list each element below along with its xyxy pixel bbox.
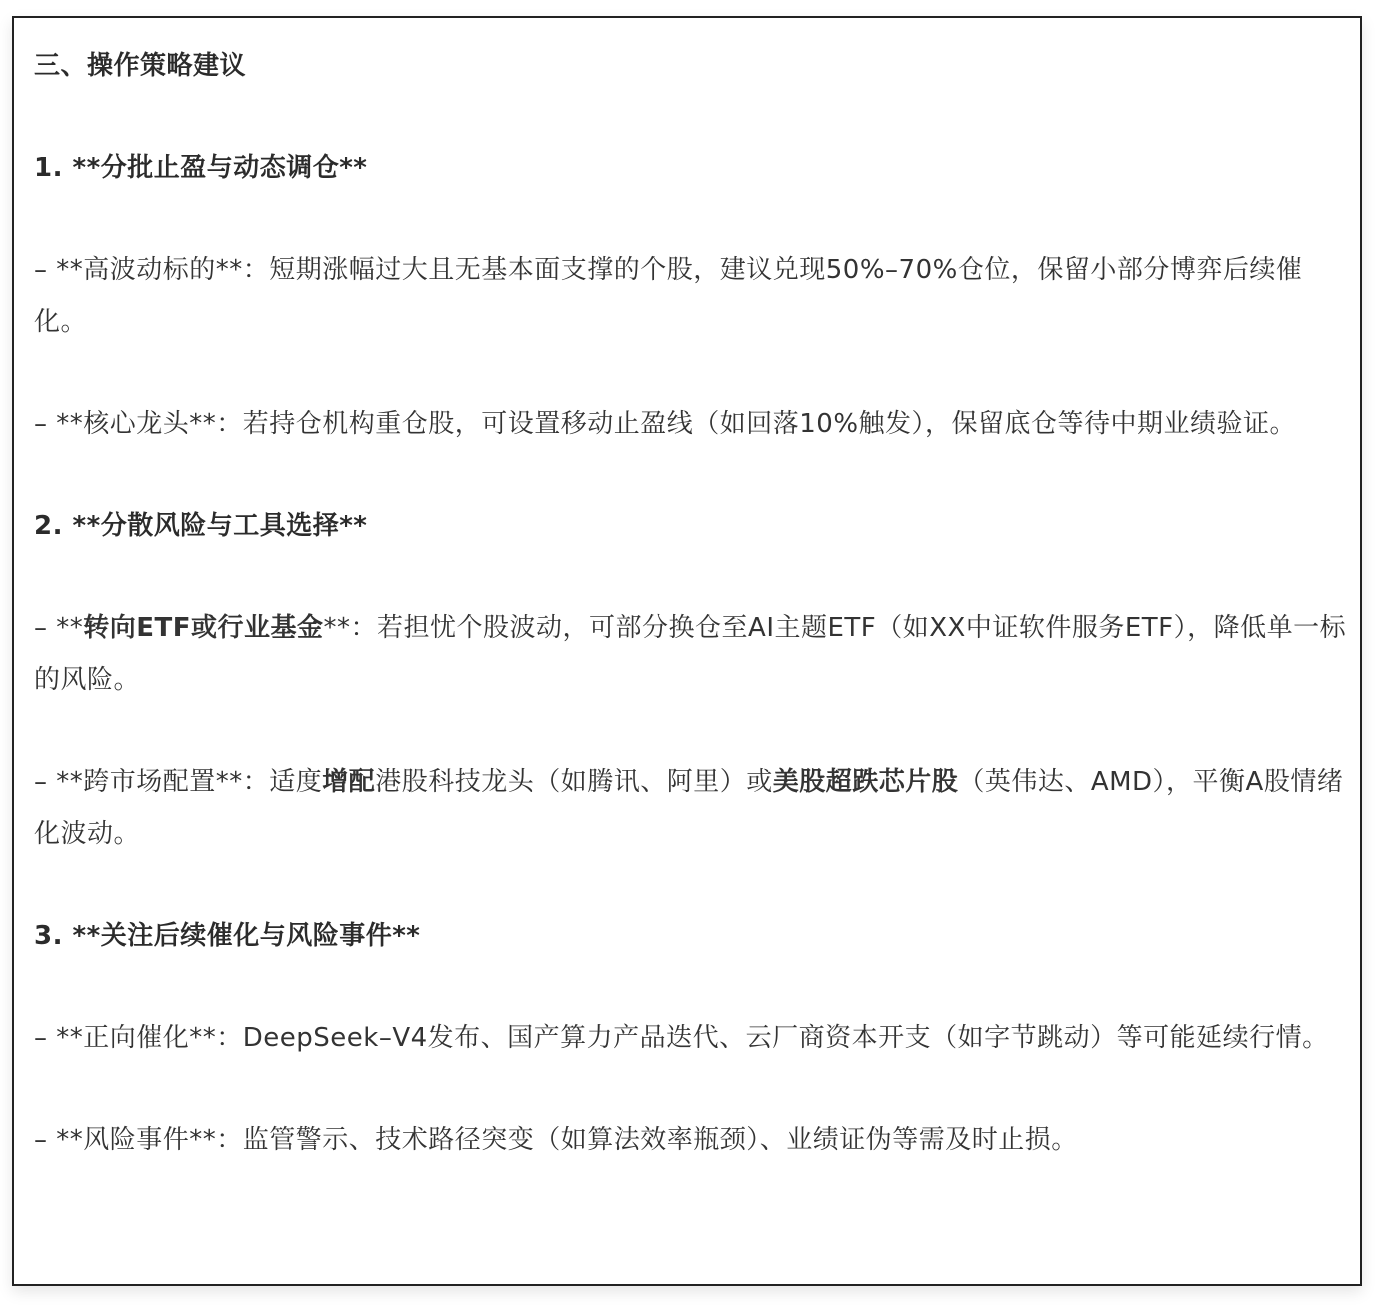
paragraph-text: – **正向催化**：DeepSeek–V4发布、国产算力产品迭代、云厂商资本开支（如字节跳动）等可能延续行情。 xyxy=(34,1023,1329,1053)
paragraph-high-volatility xyxy=(34,244,1350,348)
paragraph-text: **：若担忧个股波动，可部分换仓至AI主题ETF（如XX中证软件服务ETF），降低单一标的风险。 xyxy=(34,613,1347,695)
document-card xyxy=(12,16,1362,1286)
bold-text: 转向ETF或行业基金 xyxy=(83,613,324,643)
paragraph-text: – **高波动标的**：短期涨幅过大且无基本面支撑的个股，建议兑现50%–70%仓位，保留小部分博弈后续催化。 xyxy=(34,255,1303,337)
paragraph-cross-market xyxy=(34,756,1350,860)
heading-2: 2. **分散风险与工具选择** xyxy=(34,511,368,541)
paragraph-etf xyxy=(34,602,1350,706)
paragraph-text: – **跨市场配置**：适度 xyxy=(34,767,323,797)
heading-1: 1. **分批止盈与动态调仓** xyxy=(34,153,368,183)
paragraph-text: （英伟达、AMD），平衡A股情绪化波动。 xyxy=(34,767,1344,849)
section-title: 三、操作策略建议 xyxy=(34,51,247,81)
heading-3: 3. **关注后续催化与风险事件** xyxy=(34,921,421,951)
bold-text: 增配 xyxy=(322,767,376,797)
document-content xyxy=(34,40,1350,1216)
bold-text: 美股超跌芯片股 xyxy=(772,767,959,797)
paragraph-text: 港股科技龙头（如腾讯、阿里）或 xyxy=(375,767,773,797)
paragraph-text: – **风险事件**：监管警示、技术路径突变（如算法效率瓶颈）、业绩证伪等需及时止损。 xyxy=(34,1125,1078,1155)
paragraph-text: – **核心龙头**：若持仓机构重仓股，可设置移动止盈线（如回落10%触发），保留底仓等待中期业绩验证。 xyxy=(34,409,1297,439)
paragraph-text: – ** xyxy=(34,613,84,643)
paragraph-positive-catalyst xyxy=(34,1012,1350,1064)
paragraph-risk-events xyxy=(34,1114,1350,1166)
paragraph-core-leaders xyxy=(34,398,1350,450)
